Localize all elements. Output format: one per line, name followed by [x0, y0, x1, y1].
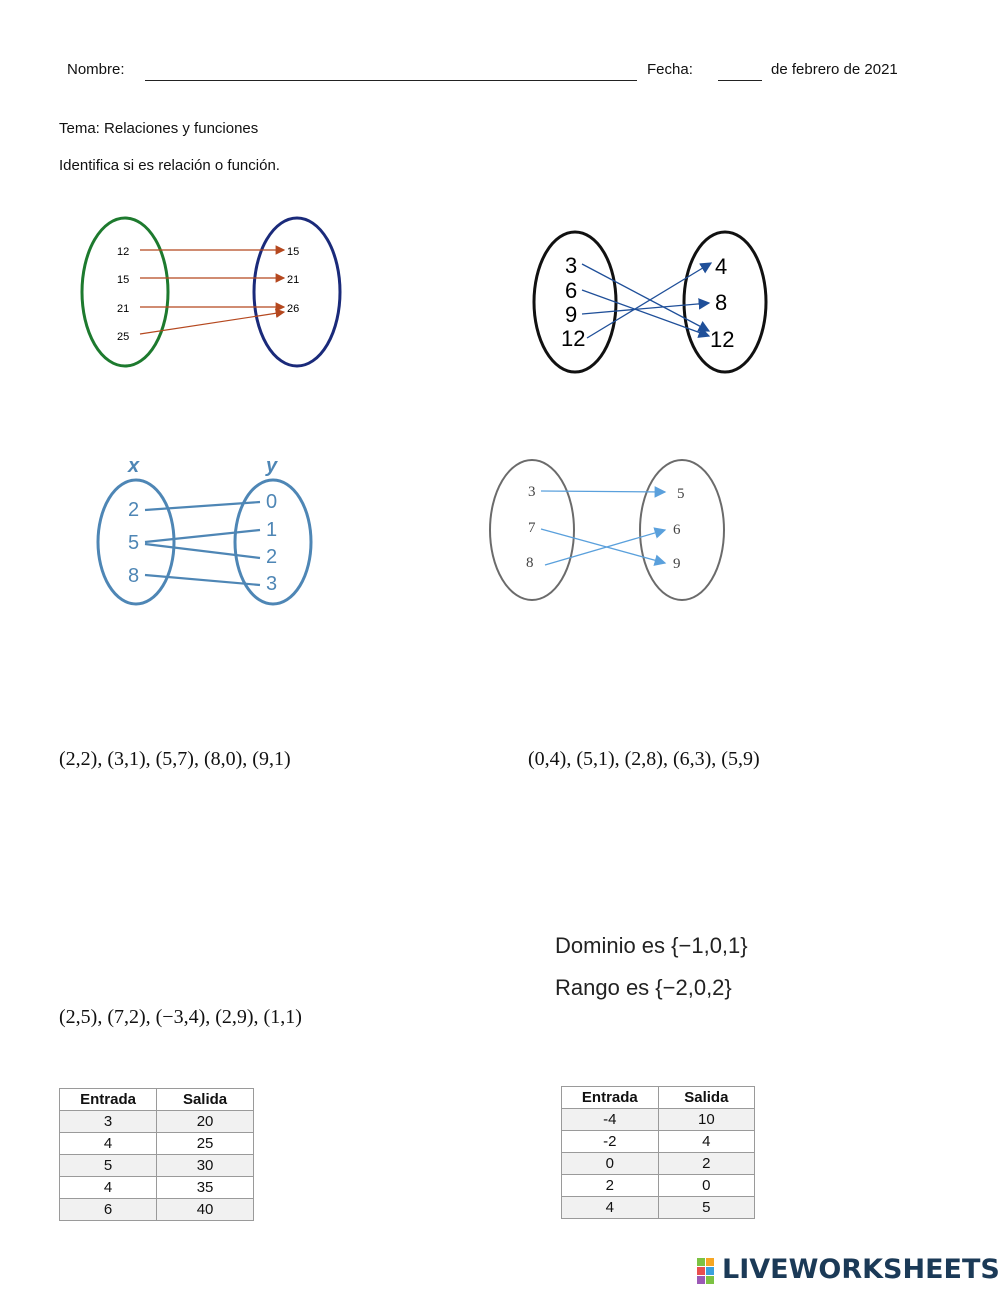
table-row	[562, 1153, 755, 1175]
mapping-arrow	[140, 312, 284, 334]
domain-value: 3	[528, 484, 536, 500]
table-cell: 2	[658, 1153, 754, 1175]
table-cell: 35	[157, 1177, 254, 1199]
table-cell: 6	[60, 1199, 157, 1221]
domain-value: 5	[128, 532, 140, 554]
table-cell: 30	[157, 1155, 254, 1177]
mapping-diagram-4	[485, 455, 735, 605]
table-row	[562, 1197, 755, 1219]
domain-value: 12	[117, 246, 130, 258]
domain-oval	[82, 218, 168, 366]
range-value: 2	[266, 546, 278, 568]
table-row	[60, 1133, 254, 1155]
date-label: Fecha:	[647, 61, 693, 78]
ordered-pairs-1: (2,2), (3,1), (5,7), (8,0), (9,1)	[59, 748, 291, 770]
topic-title: Tema: Relaciones y funciones	[59, 120, 259, 137]
domain-statement: Dominio es {−1,0,1}	[555, 933, 748, 958]
table-cell: -4	[562, 1109, 659, 1131]
input-output-table-2	[561, 1086, 755, 1219]
table-cell: 4	[60, 1133, 157, 1155]
table-row	[60, 1199, 254, 1221]
table-row	[60, 1155, 254, 1177]
table-row	[60, 1177, 254, 1199]
table-row	[562, 1109, 755, 1131]
column-header: Salida	[658, 1087, 754, 1109]
column-header: Entrada	[562, 1087, 659, 1109]
table-header-row	[562, 1087, 755, 1109]
mapping-arrow	[541, 529, 665, 563]
range-value: 4	[715, 254, 728, 279]
table-cell: 3	[60, 1111, 157, 1133]
domain-value: 21	[117, 303, 130, 315]
domain-value: 15	[117, 274, 130, 286]
name-label: Nombre:	[67, 61, 125, 78]
day-field[interactable]	[718, 80, 762, 81]
range-value: 21	[287, 274, 300, 286]
domain-value: 9	[565, 302, 578, 327]
table-cell: 4	[60, 1177, 157, 1199]
mapping-line	[145, 530, 260, 542]
table-cell: 25	[157, 1133, 254, 1155]
domain-value: 2	[128, 499, 140, 521]
range-value: 12	[710, 327, 735, 352]
column-header: Entrada	[60, 1089, 157, 1111]
range-value: 8	[715, 290, 728, 315]
input-output-table-1	[59, 1088, 254, 1221]
name-field[interactable]	[145, 80, 637, 81]
domain-value: 3	[565, 253, 578, 278]
date-suffix: de febrero de 2021	[771, 61, 898, 78]
instruction-text: Identifica si es relación o función.	[59, 157, 280, 174]
table-cell: 40	[157, 1199, 254, 1221]
table-cell: 10	[658, 1109, 754, 1131]
range-value: 5	[677, 486, 685, 502]
ordered-pairs-3: (2,5), (7,2), (−3,4), (2,9), (1,1)	[59, 1006, 302, 1028]
domain-value: 7	[528, 520, 536, 536]
mapping-line	[145, 544, 260, 558]
domain-value: 8	[526, 555, 534, 571]
range-value: 26	[287, 303, 300, 315]
range-value: 3	[266, 573, 278, 595]
column-header: Salida	[157, 1089, 254, 1111]
table-row	[60, 1111, 254, 1133]
domain-value: 8	[128, 565, 140, 587]
table-cell: 5	[658, 1197, 754, 1219]
range-statement: Rango es {−2,0,2}	[555, 975, 732, 1000]
table-header-row	[60, 1089, 254, 1111]
table-cell: -2	[562, 1131, 659, 1153]
table-cell: 0	[658, 1175, 754, 1197]
range-value: 0	[266, 491, 278, 513]
x-header: x	[128, 455, 140, 477]
range-value: 6	[673, 522, 681, 538]
table-cell: 4	[562, 1197, 659, 1219]
y-header: y	[266, 455, 278, 477]
range-oval	[640, 460, 724, 600]
liveworksheets-brand: LIVEWORKSHEETS	[722, 1254, 1000, 1285]
table-cell: 4	[658, 1131, 754, 1153]
liveworksheets-logo-icon	[697, 1258, 723, 1284]
mapping-diagram-1	[70, 210, 370, 390]
ordered-pairs-2: (0,4), (5,1), (2,8), (6,3), (5,9)	[528, 748, 760, 770]
table-row	[562, 1175, 755, 1197]
range-oval	[254, 218, 340, 366]
range-value: 15	[287, 246, 300, 258]
range-value: 1	[266, 519, 278, 541]
table-cell: 2	[562, 1175, 659, 1197]
range-value: 9	[673, 556, 681, 572]
domain-value: 12	[561, 326, 586, 351]
table-cell: 5	[60, 1155, 157, 1177]
domain-value: 6	[565, 278, 578, 303]
mapping-diagram-2	[525, 226, 785, 386]
table-cell: 0	[562, 1153, 659, 1175]
domain-value: 25	[117, 331, 130, 343]
table-row	[562, 1131, 755, 1153]
mapping-diagram-3	[90, 452, 330, 612]
table-cell: 20	[157, 1111, 254, 1133]
mapping-arrow	[587, 263, 711, 338]
